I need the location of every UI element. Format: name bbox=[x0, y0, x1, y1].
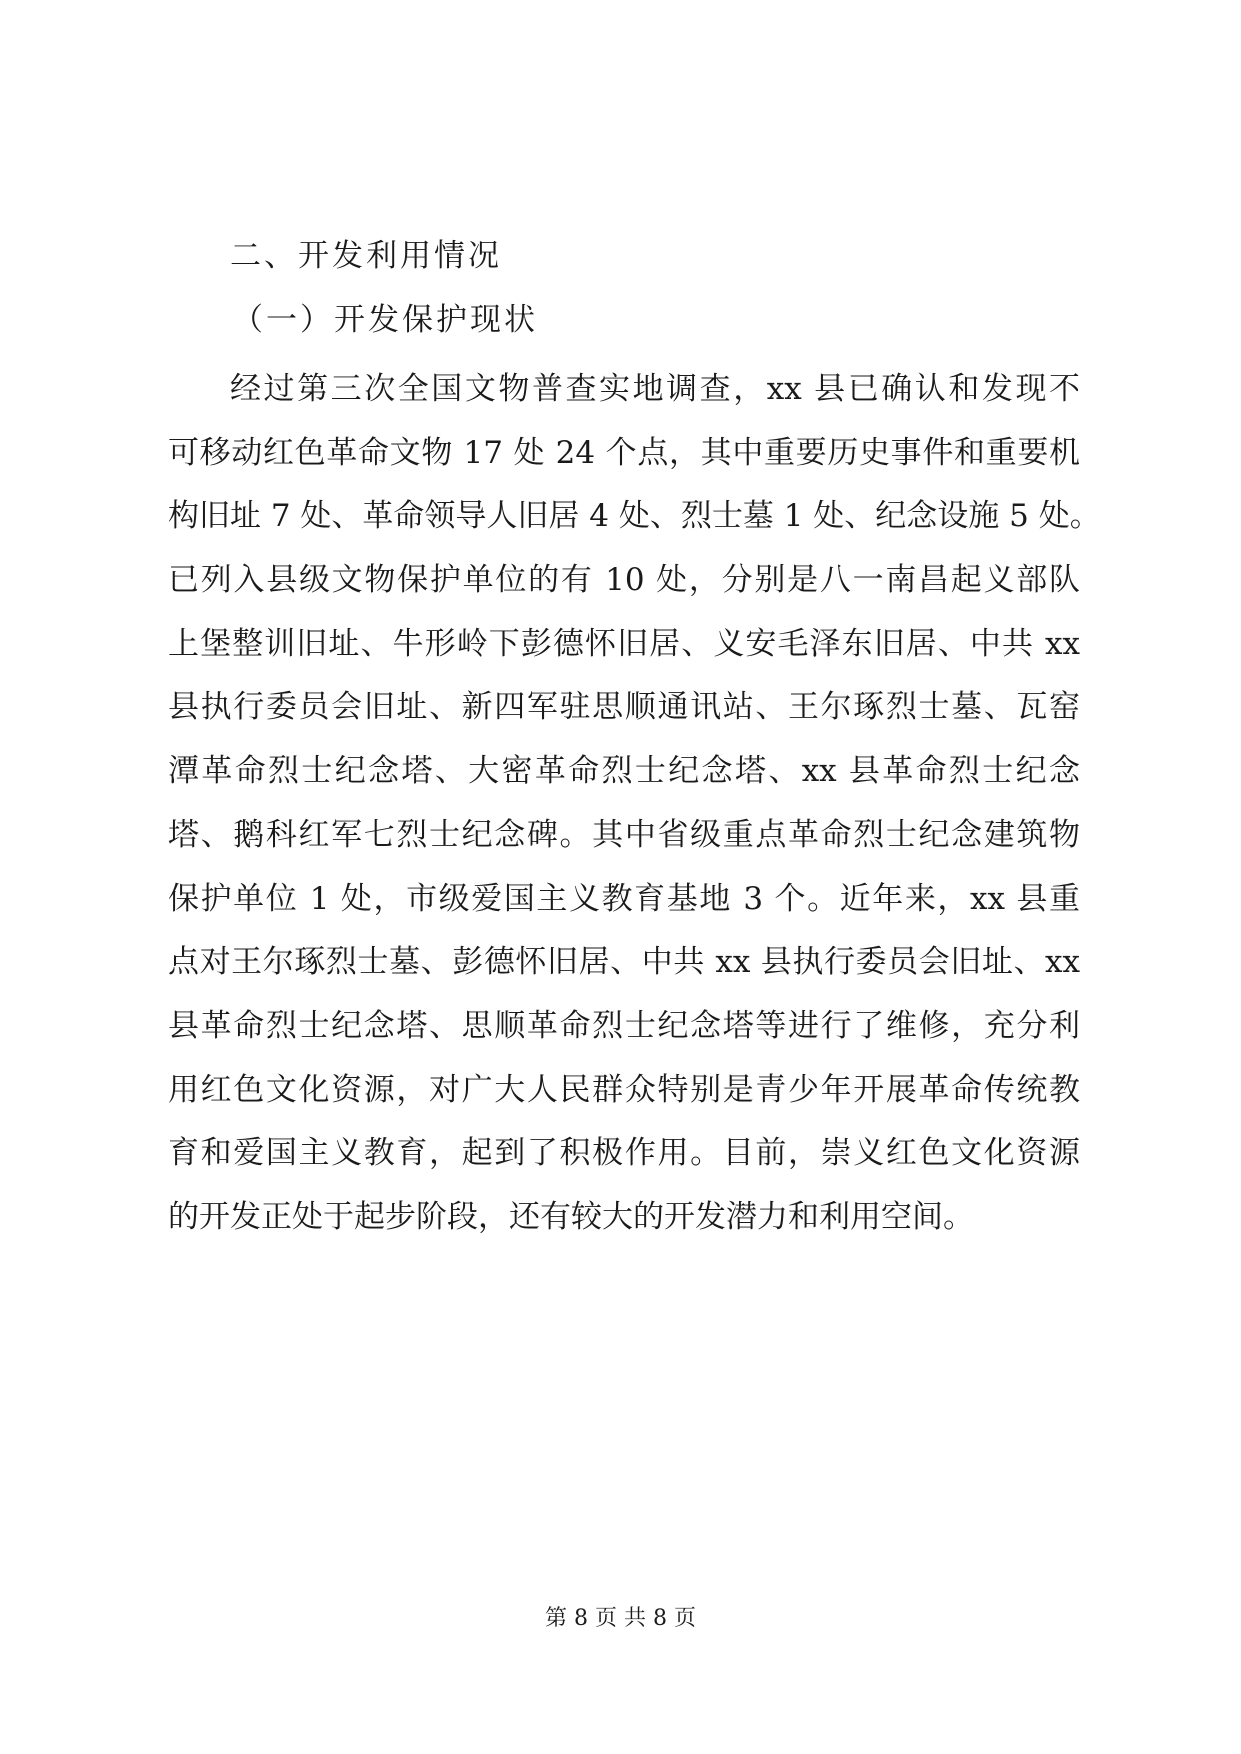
paragraph-line: 上堡整训旧址、牛形岭下彭德怀旧居、义安毛泽东旧居、中共 xx bbox=[168, 625, 1080, 662]
paragraph-line: 经过第三次全国文物普查实地调查，xx 县已确认和发现不 bbox=[230, 371, 1080, 407]
paragraph-line: 点对王尔琢烈士墓、彭德怀旧居、中共 xx 县执行委员会旧址、xx bbox=[168, 944, 1080, 981]
body-paragraph bbox=[168, 358, 1101, 1250]
page-footer bbox=[0, 1604, 1241, 1634]
paragraph-line: 可移动红色革命文物 17 处 24 个点，其中重要历史事件和重要机 bbox=[168, 434, 1080, 471]
paragraph-line: 县革命烈士纪念塔、思顺革命烈士纪念塔等进行了维修，充分利 bbox=[168, 1007, 1080, 1044]
section-heading: 二、开发利用情况 bbox=[230, 238, 502, 274]
paragraph-line: 构旧址 7 处、革命领导人旧居 4 处、烈士墓 1 处、纪念设施 5 处。 bbox=[168, 498, 1101, 535]
paragraph-line: 已列入县级文物保护单位的有 10 处，分别是八一南昌起义部队 bbox=[168, 562, 1080, 599]
paragraph-line: 用红色文化资源，对广大人民群众特别是青少年开展革命传统教 bbox=[168, 1071, 1080, 1108]
subsection-heading: （一）开发保护现状 bbox=[232, 302, 538, 338]
page-number-label: 第 8 页 共 8 页 bbox=[545, 1606, 696, 1631]
paragraph-line: 保护单位 1 处，市级爱国主义教育基地 3 个。近年来，xx 县重 bbox=[168, 880, 1080, 917]
paragraph-line: 的开发正处于起步阶段，还有较大的开发潜力和利用空间。 bbox=[168, 1198, 974, 1235]
paragraph-line: 县执行委员会旧址、新四军驻思顺通讯站、王尔琢烈士墓、瓦窑 bbox=[168, 689, 1080, 726]
paragraph-line: 潭革命烈士纪念塔、大密革命烈士纪念塔、xx 县革命烈士纪念 bbox=[168, 753, 1080, 790]
paragraph-line: 塔、鹅科红军七烈士纪念碑。其中省级重点革命烈士纪念建筑物 bbox=[168, 816, 1080, 853]
paragraph-line: 育和爱国主义教育，起到了积极作用。目前，崇义红色文化资源 bbox=[168, 1135, 1080, 1172]
